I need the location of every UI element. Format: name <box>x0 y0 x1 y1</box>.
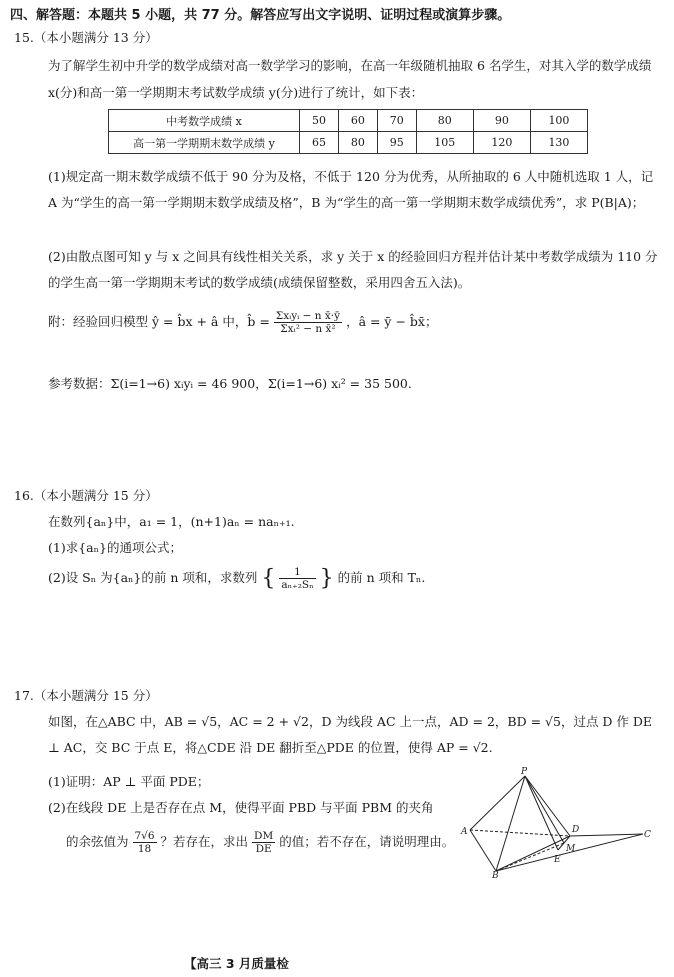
table-cell: 90 <box>473 110 530 132</box>
q16-part2-prefix: (2)设 Sₙ 为{aₙ}的前 n 项和，求数列 <box>48 570 258 585</box>
model-suffix: ，â = ȳ − b̂x̄； <box>346 314 438 329</box>
q17-cos-fraction <box>133 830 157 855</box>
cos-num: 7√6 <box>134 830 155 842</box>
cos-den: 18 <box>137 843 152 855</box>
q15-heading: 15.（本小题满分 13 分） <box>14 30 158 45</box>
table-cell: 60 <box>338 110 377 132</box>
label-A: A <box>461 827 468 837</box>
q16-part2 <box>48 566 425 591</box>
table-cell: 105 <box>416 132 473 154</box>
q15-part2: (2)由散点图可知 y 与 x 之间具有线性相关关系，求 y 关于 x 的经验回归方程并估计某中考数学成绩为 110 分的学生高一第一学期期末考试的数学成绩(成绩保留整数，采用四舍五入法)。 <box>48 249 658 290</box>
table-cell: 80 <box>416 110 473 132</box>
table-cell: 50 <box>300 110 339 132</box>
q16-part1: (1)求{aₙ}的通项公式； <box>48 540 182 555</box>
q15-reference-data: 参考数据：Σ(i=1→6) xᵢyᵢ = 46 900，Σ(i=1→6) xᵢ² = 35 500. <box>48 376 412 391</box>
q17-part1: (1)证明：AP ⊥ 平面 PDE； <box>48 774 210 789</box>
table-row-x <box>109 110 588 132</box>
q17-ratio-fraction <box>252 830 275 855</box>
q16-sequence-fraction <box>279 566 315 591</box>
q17-heading: 17.（本小题满分 15 分） <box>14 688 158 703</box>
table-row-y <box>109 132 588 154</box>
model-prefix: 附：经验回归模型 ŷ = b̂x + â 中，b̂ = <box>48 314 270 329</box>
label-B: B <box>492 871 499 878</box>
q17-given: 如图，在△ABC 中，AB = √5，AC = 2 + √2，D 为线段 AC 上一点，AD = 2，BD = √5，过点 D 作 DE ⊥ AC，交 BC 于点 E，将△CDE 沿 DE 翻折至△PDE 的位置，使得 AP = √2. <box>48 714 653 755</box>
q15-intro: 为了解学生初中升学的数学成绩对高一数学学习的影响，在高一年级随机抽取 6 名学生，对其入学的数学成绩 x(分)和高一第一学期期末考试数学成绩 y(分)进行了统计，如下表： <box>48 58 652 100</box>
model-denominator: Σxᵢ² − n x̄² <box>280 323 336 335</box>
q15-score-table <box>108 109 588 154</box>
edge-DC <box>570 834 643 836</box>
table-cell: 130 <box>530 132 587 154</box>
q17-part2-mid: ？若存在，求出 <box>160 834 249 849</box>
edge-AB <box>470 830 496 871</box>
q17-part2-end: 的值；若不存在，请说明理由。 <box>279 834 455 849</box>
label-E: E <box>554 855 561 865</box>
table-cell: 80 <box>338 132 377 154</box>
model-fraction <box>274 310 342 335</box>
q16-given: 在数列{aₙ}中，a₁ = 1，(n+1)aₙ = naₙ₊₁. <box>48 514 295 529</box>
q17-part2-pre: 的余弦值为 <box>66 834 129 849</box>
table-cell: 95 <box>377 132 416 154</box>
section-title: 四、解答题：本题共 5 小题，共 77 分。解答应写出文字说明、证明过程或演算步骤。 <box>10 8 511 23</box>
table-header-y: 高一第一学期期末数学成绩 y <box>109 132 300 154</box>
page-footer: 【高三 3 月质量检 <box>184 956 289 971</box>
q17-part2-line1: (2)在线段 DE 上是否存在点 M，使得平面 PBD 与平面 PBM 的夹角 <box>48 800 434 815</box>
table-cell: 70 <box>377 110 416 132</box>
table-cell: 100 <box>530 110 587 132</box>
table-cell: 65 <box>300 132 339 154</box>
model-numerator: Σxᵢyᵢ − n x̄·ȳ <box>275 310 341 322</box>
edge-PM <box>525 776 564 843</box>
label-C: C <box>644 830 651 840</box>
q15-part1: (1)规定高一期末数学成绩不低于 90 分为及格，不低于 120 分为优秀，从所抽取的 6 人中随机选取 1 人，记 A 为“学生的高一第一学期期末数学成绩及格”，B 为“学生的高一第一学期期末数学成绩优秀”，求 P(B|A)； <box>48 169 654 210</box>
q16-frac-num: 1 <box>279 566 315 579</box>
q16-part2-suffix: 的前 n 项和 Tₙ. <box>337 570 426 585</box>
q17-geometry-figure <box>458 766 654 878</box>
ratio-den: DE <box>255 843 272 855</box>
label-M: M <box>566 844 576 854</box>
label-P: P <box>521 767 528 777</box>
label-D: D <box>572 825 580 835</box>
footer-fade-overlay <box>290 952 360 974</box>
q16-frac-den: aₙ₊₂Sₙ <box>281 579 314 591</box>
edge-BD <box>496 836 570 871</box>
q17-part2-line2 <box>66 830 454 855</box>
edge-AD-hidden <box>470 830 570 836</box>
table-header-x: 中考数学成绩 x <box>109 110 300 132</box>
left-brace: { <box>261 566 276 591</box>
q16-heading: 16.（本小题满分 15 分） <box>14 488 158 503</box>
right-brace: } <box>319 566 334 591</box>
table-cell: 120 <box>473 132 530 154</box>
q15-model-formula <box>48 310 437 335</box>
ratio-num: DM <box>254 830 274 842</box>
